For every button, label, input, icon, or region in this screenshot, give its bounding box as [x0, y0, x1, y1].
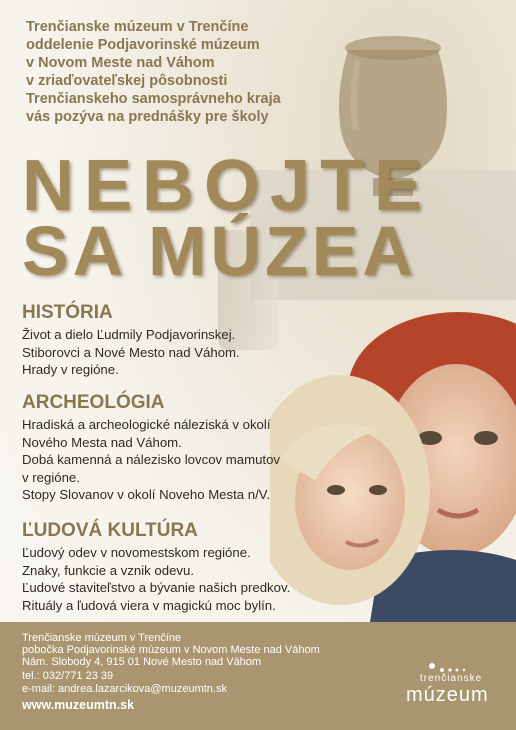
lecture-item: Život a dielo Ľudmily Podjavorinskej.	[22, 327, 236, 342]
footer-line: pobočka Podjavorinské múzeum v Novom Meste nad Váhom	[22, 644, 320, 656]
lecture-item: Nového Mesta nad Váhom.	[22, 434, 182, 450]
headline-line-1: NEBOJTE	[22, 146, 433, 226]
section-title: ARCHEOLÓGIA	[22, 392, 165, 413]
lecture-item: Stiborovci a Nové Mesto nad Váhom.	[22, 344, 240, 360]
lecture-item: Dobá kamenná a nálezisko lovcov mamutov	[22, 452, 281, 467]
section-title: HISTÓRIA	[22, 302, 113, 323]
section-ludova-kultura	[22, 520, 322, 614]
lecture-item: Hrady v regióne.	[22, 362, 119, 377]
footer-email[interactable]: e-mail: andrea.lazarcikova@muzeumtn.sk	[22, 683, 227, 695]
lecture-item: Rituály a ľudová viera v magickú moc bylín.	[22, 597, 276, 613]
lecture-item: Stopy Slovanov v okolí Noveho Mesta n/V.	[22, 487, 271, 502]
headline-line-2: SA MÚZEA	[22, 212, 417, 290]
footer-line: Trenčianske múzeum v Trenčíne	[22, 632, 182, 644]
section-title: ĽUDOVÁ KULTÚRA	[22, 520, 198, 541]
museum-logo	[392, 660, 502, 716]
section-archeologia	[22, 392, 322, 504]
logo-dots-icon	[424, 660, 474, 674]
intro-text	[26, 18, 356, 126]
intro-line: Trenčianske múzeum v Trenčíne	[26, 19, 249, 35]
footer-phone: tel.: 032/771 23 39	[22, 670, 114, 682]
logo-big-text: múzeum	[406, 684, 489, 706]
intro-line: vás pozýva na prednášky pre školy	[26, 109, 269, 125]
intro-line: v zriaďovateľskej pôsobnosti	[26, 73, 228, 89]
intro-line: v Novom Meste nad Váhom	[26, 55, 215, 71]
lecture-item: Hradiská a archeologické náleziská v okolí	[22, 417, 271, 432]
lecture-item: Ľudový odev v novomestskom regióne.	[22, 545, 251, 560]
lecture-item: Znaky, funkcie a vznik odevu.	[22, 562, 195, 578]
lecture-item: v regióne.	[22, 469, 80, 485]
logo-small-text: trenčianske	[420, 673, 483, 684]
intro-line: Trenčianskeho samosprávneho kraja	[26, 91, 281, 107]
website-link[interactable]: www.muzeumtn.sk	[22, 698, 135, 712]
footer-line: Nám. Slobody 4, 915 01 Nové Mesto nad Váhom	[22, 656, 262, 668]
lecture-item: Ľudové staviteľstvo a bývanie našich predkov.	[22, 580, 291, 595]
section-historia	[22, 302, 322, 379]
intro-line: oddelenie Podjavorinské múzeum	[26, 37, 260, 53]
